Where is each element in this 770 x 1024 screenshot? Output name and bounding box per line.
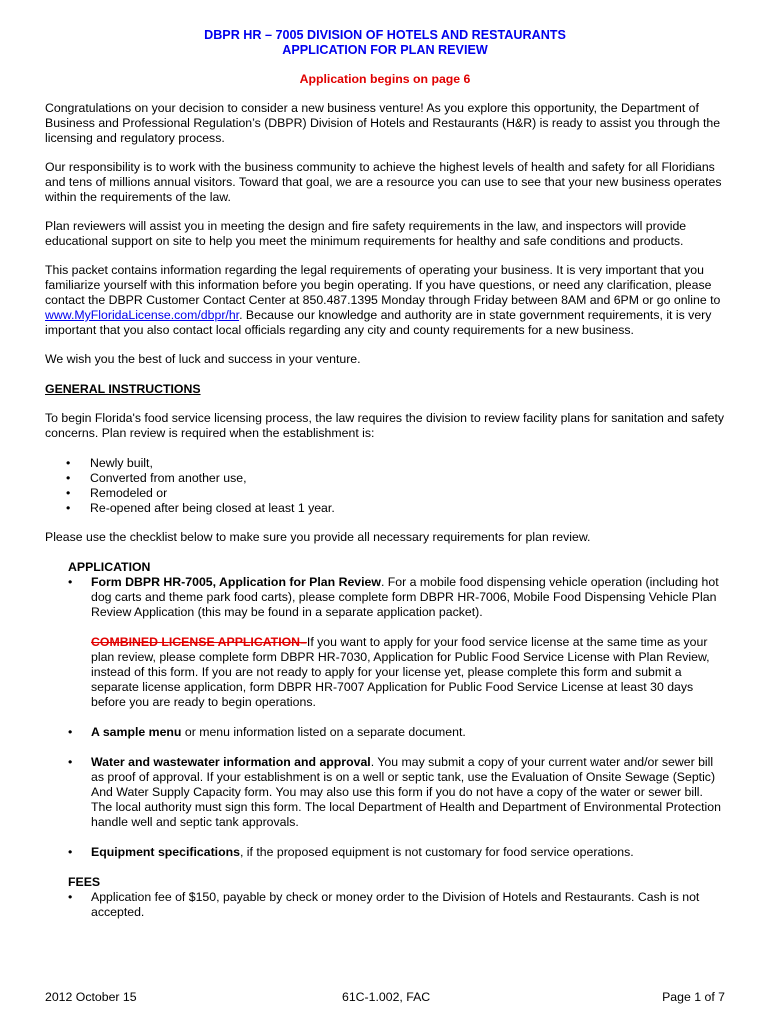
footer-rule: 61C-1.002, FAC bbox=[342, 990, 431, 1004]
water-item-text: . You may submit a copy of your current water and/or sewer bill as proof of approval. If your establishment is on a well or septic tank, use the Evaluation of Onsite Sewage (Septic) And Water Supply Capacity form. You may also use this form if you do not have a copy of the water or sewer bill. The local authority must sign this form. The local Department of Health and Department of Environmental Protection handle well and septic tank approvals. bbox=[91, 755, 721, 829]
fees-heading: FEES bbox=[68, 875, 101, 889]
combined-license-note bbox=[91, 635, 725, 710]
menu-item-title: A sample menu bbox=[91, 725, 182, 739]
establishment-conditions-list bbox=[45, 456, 725, 516]
bullet-icon: • bbox=[66, 501, 71, 515]
contact-text-continued: . Because our knowledge and authority are in state government requirements, it is very important that you also contact local officials regarding any city and county requirements for a new business. bbox=[45, 308, 712, 337]
intro-paragraph-3: Plan reviewers will assist you in meeting the design and fire safety requirements in the law, and inspectors will provide educational support on site to help you meet the minimum requirements for healthy and safe conditions and products. bbox=[45, 219, 687, 248]
equipment-item-title: Equipment specifications bbox=[91, 845, 240, 859]
form-item-title: Form DBPR HR-7005, Application for Plan Review bbox=[91, 575, 381, 589]
footer-page-number: Page 1 of 7 bbox=[662, 990, 725, 1004]
equipment-item-text: , if the proposed equipment is not customary for food service operations. bbox=[239, 845, 634, 859]
bullet-icon: • bbox=[68, 725, 73, 739]
intro-paragraph-2: Our responsibility is to work with the business community to achieve the highest levels of health and safety for all Floridians and tens of millions annual visitors. Toward that goal, we are a resource you can use to see that your new business operates within the requirements of the law. bbox=[45, 160, 722, 204]
list-item bbox=[66, 456, 725, 471]
bullet-icon: • bbox=[66, 471, 71, 485]
combined-license-label: COMBINED LICENSE APPLICATION– bbox=[91, 635, 307, 649]
general-instructions-paragraph: To begin Florida's food service licensing process, the law requires the division to review facility plans for sanitation and safety concerns. Plan review is required when the establishment is: bbox=[45, 411, 725, 440]
water-item-title: Water and wastewater information and approval bbox=[91, 755, 371, 769]
contact-text: This packet contains information regarding the legal requirements of operating your business. It is very important that you familiarize yourself with this information before you begin operating. If you have questions, or need any clarification, please contact the DBPR Customer Contact Center at 850.487.1395 Monday through Friday between 8AM and 6PM or go online to bbox=[45, 263, 721, 307]
checklist-intro: Please use the checklist below to make sure you provide all necessary requirements for plan review. bbox=[45, 530, 591, 544]
list-item-text: Re-opened after being closed at least 1 year. bbox=[90, 501, 335, 515]
bullet-icon: • bbox=[68, 755, 73, 769]
fees-item-text: Application fee of $150, payable by check or money order to the Division of Hotels and Restaurants. Cash is not accepted. bbox=[91, 890, 700, 919]
page-footer bbox=[45, 990, 725, 1005]
document-title-line-1: DBPR HR – 7005 DIVISION OF HOTELS AND RESTAURANTS bbox=[204, 28, 566, 42]
list-item-text: Newly built, bbox=[90, 456, 153, 470]
list-item-text: Remodeled or bbox=[90, 486, 168, 500]
footer-date: 2012 October 15 bbox=[45, 990, 137, 1004]
bullet-icon: • bbox=[68, 845, 73, 859]
list-item bbox=[66, 486, 725, 501]
fees-item bbox=[68, 890, 725, 920]
list-item bbox=[66, 501, 725, 516]
menu-item-text: or menu information listed on a separate document. bbox=[181, 725, 466, 739]
intro-paragraph-5: We wish you the best of luck and success in your venture. bbox=[45, 352, 361, 366]
list-item-text: Converted from another use, bbox=[90, 471, 247, 485]
bullet-icon: • bbox=[68, 890, 73, 904]
document-page bbox=[45, 28, 725, 920]
form-item bbox=[68, 575, 725, 620]
myflorida-license-link[interactable]: www.MyFloridaLicense.com/dbpr/hr bbox=[45, 308, 240, 322]
equipment-item bbox=[68, 845, 725, 860]
bullet-icon: • bbox=[66, 486, 71, 500]
intro-paragraph-1: Congratulations on your decision to consider a new business venture! As you explore this opportunity, the Department of Business and Professional Regulation’s (DBPR) Division of Hotels and Restaurants (H&R) is ready to assist you through the licensing and regulatory process. bbox=[45, 101, 721, 145]
combined-license-text: If you want to apply for your food service license at the same time as your plan review, please complete form DBPR HR-7030, Application for Public Food Service License with Plan Review, instead of this form. If you are not ready to apply for your license yet, please complete this form and submit a separate license application, form DBPR HR-7007 Application for Public Food Service License at least 30 days before you are ready to begin operations. bbox=[91, 635, 710, 709]
water-item bbox=[68, 755, 725, 830]
application-begins-note: Application begins on page 6 bbox=[299, 72, 471, 86]
document-title-line-2: APPLICATION FOR PLAN REVIEW bbox=[282, 43, 488, 57]
application-heading: APPLICATION bbox=[68, 560, 151, 574]
general-instructions-heading: GENERAL INSTRUCTIONS bbox=[45, 382, 201, 396]
bullet-icon: • bbox=[68, 575, 73, 589]
list-item bbox=[66, 471, 725, 486]
form-item-text: . For a mobile food dispensing vehicle operation (including hot dog carts and theme park food carts), please complete form DBPR HR-7006, Mobile Food Dispensing Vehicle Plan Review Application (this may be found in a separate application packet). bbox=[91, 575, 719, 619]
bullet-icon: • bbox=[66, 456, 71, 470]
menu-item bbox=[68, 725, 725, 740]
intro-paragraph-4 bbox=[45, 263, 725, 338]
